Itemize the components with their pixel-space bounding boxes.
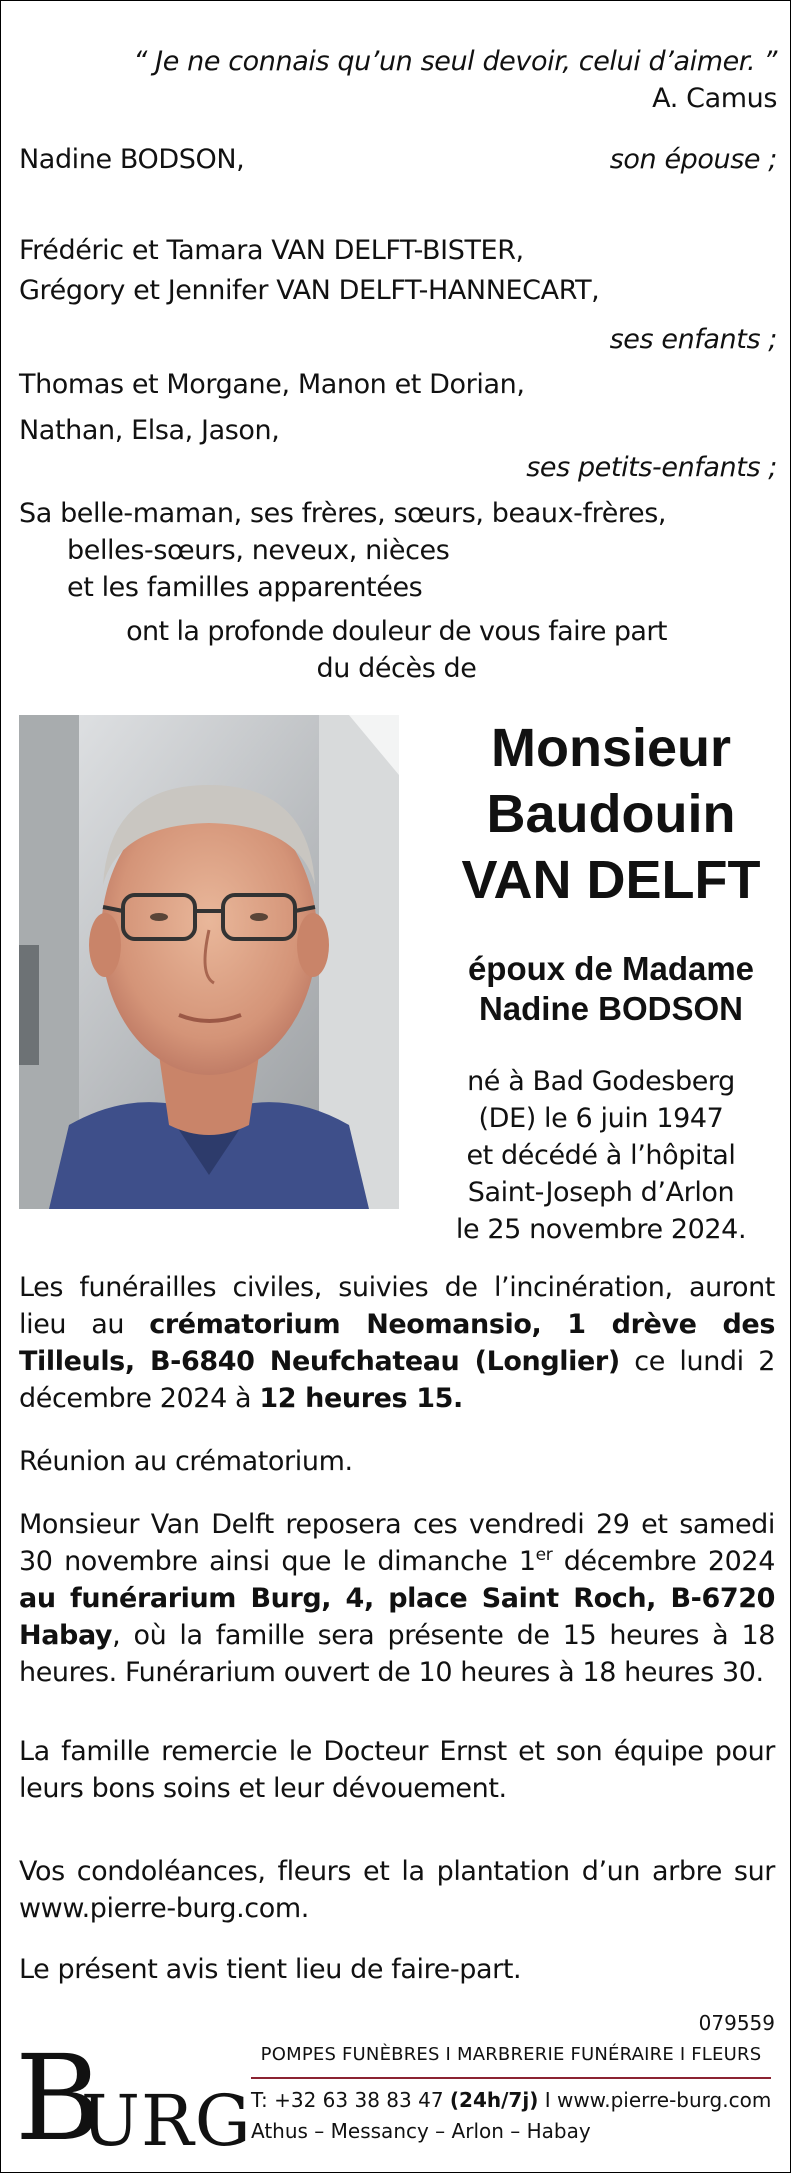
services-line: POMPES FUNÈBRES I MARBRERIE FUNÉRAIRE I FLEURS [260, 2044, 762, 2065]
logo-letters-urg: URG [81, 2080, 252, 2162]
others-line-1: Sa belle-maman, ses frères, sœurs, beaux-frères, [19, 498, 667, 529]
visitation-text-1: Monsieur Van Delft reposera ces vendredi 29 et samedi 30 novembre ainsi que le dimanche 1 [19, 1509, 775, 1577]
funerarium-address: au funérarium Burg, 4, place Saint Roch, B-6720 Habay [19, 1583, 775, 1651]
others-line-3: et les familles apparentées [67, 572, 423, 603]
website-link[interactable]: www.pierre-burg.com [556, 2088, 772, 2112]
footer-divider [251, 2077, 771, 2079]
death-date: le 25 novembre 2024. [455, 1214, 747, 1245]
thanks-note: La famille remercie le Docteur Ernst et son équipe pour leurs bons soins et leur dévouement. [19, 1736, 775, 1804]
others-line-2: belles-sœurs, neveux, nièces [67, 535, 450, 566]
grandchild-line-1: Thomas et Morgane, Manon et Dorian, [19, 369, 525, 400]
locations-line: Athus – Messancy – Arlon – Habay [251, 2119, 591, 2143]
phone-hours: (24h/7j) [449, 2088, 539, 2112]
contact-separator: I [538, 2088, 557, 2112]
deceased-spouse [441, 949, 781, 1029]
burg-logo [15, 2029, 252, 2169]
life-details [421, 1063, 781, 1248]
spouse-of-line-2: Nadine BODSON [478, 990, 744, 1027]
funeral-text-1: Les funérailles civiles, suivies de l’incinération, auront lieu au [19, 1272, 775, 1340]
visitation-details [19, 1506, 775, 1691]
death-place-1: et décédé à l’hôpital [466, 1140, 736, 1171]
child-line-2: Grégory et Jennifer VAN DELFT-HANNECART, [19, 275, 600, 306]
condolences-note: Vos condoléances, fleurs et la plantation d’un arbre sur www.pierre-burg.com. [19, 1856, 775, 1924]
deceased-last-name: VAN DELFT [461, 850, 761, 910]
child-line-1: Frédéric et Tamara VAN DELFT-BISTER, [19, 235, 524, 266]
ordinal-superscript: er [535, 1545, 553, 1565]
children-role: ses enfants ; [609, 324, 777, 355]
funeral-time: 12 heures 15. [259, 1383, 463, 1414]
announcement-line-1: ont la profonde douleur de vous faire part [126, 616, 667, 647]
phone-number: T: +32 63 38 83 47 [251, 2088, 450, 2112]
notice-statement: Le présent avis tient lieu de faire-part. [19, 1954, 522, 1985]
quote-text: “ Je ne connais qu’un seul devoir, celui d’aimer. ” [133, 46, 777, 77]
announcement-line-2: du décès de [316, 653, 477, 684]
logo-letter-b: B [15, 2029, 102, 2167]
spouse-name: Nadine BODSON, [19, 144, 245, 175]
crematorium-address: crématorium Neomansio, 1 drève des Tilleuls, B-6840 Neufchateau (Longlier) [19, 1309, 775, 1377]
birth-place: né à Bad Godesberg [467, 1066, 735, 1097]
spouse-of-line-1: époux de Madame [467, 950, 755, 987]
funeral-details [19, 1269, 775, 1417]
visitation-hours: , où la famille sera présente de 15 heures à 18 heures. Funérarium ouvert de 10 heures à 18 heures 30. [19, 1620, 775, 1688]
portrait-illustration [19, 715, 399, 1209]
funeral-date: ce lundi 2 décembre 2024 à [19, 1346, 775, 1414]
reunion-note: Réunion au crématorium. [19, 1446, 353, 1477]
contact-line [251, 2088, 775, 2112]
reference-number: 079559 [698, 2011, 775, 2035]
deceased-portrait-photo [19, 715, 399, 1209]
deceased-title: Monsieur [490, 718, 732, 778]
death-place-2: Saint-Joseph d’Arlon [467, 1177, 735, 1208]
grandchildren-role: ses petits-enfants ; [526, 452, 777, 483]
birth-date: (DE) le 6 juin 1947 [478, 1103, 724, 1134]
deceased-first-name: Baudouin [486, 784, 736, 844]
deceased-name [441, 715, 781, 913]
visitation-text-2: décembre 2024 [552, 1546, 775, 1577]
quote-author: A. Camus [652, 83, 777, 114]
spouse-role: son épouse ; [609, 144, 777, 175]
grandchild-line-2: Nathan, Elsa, Jason, [19, 415, 280, 446]
